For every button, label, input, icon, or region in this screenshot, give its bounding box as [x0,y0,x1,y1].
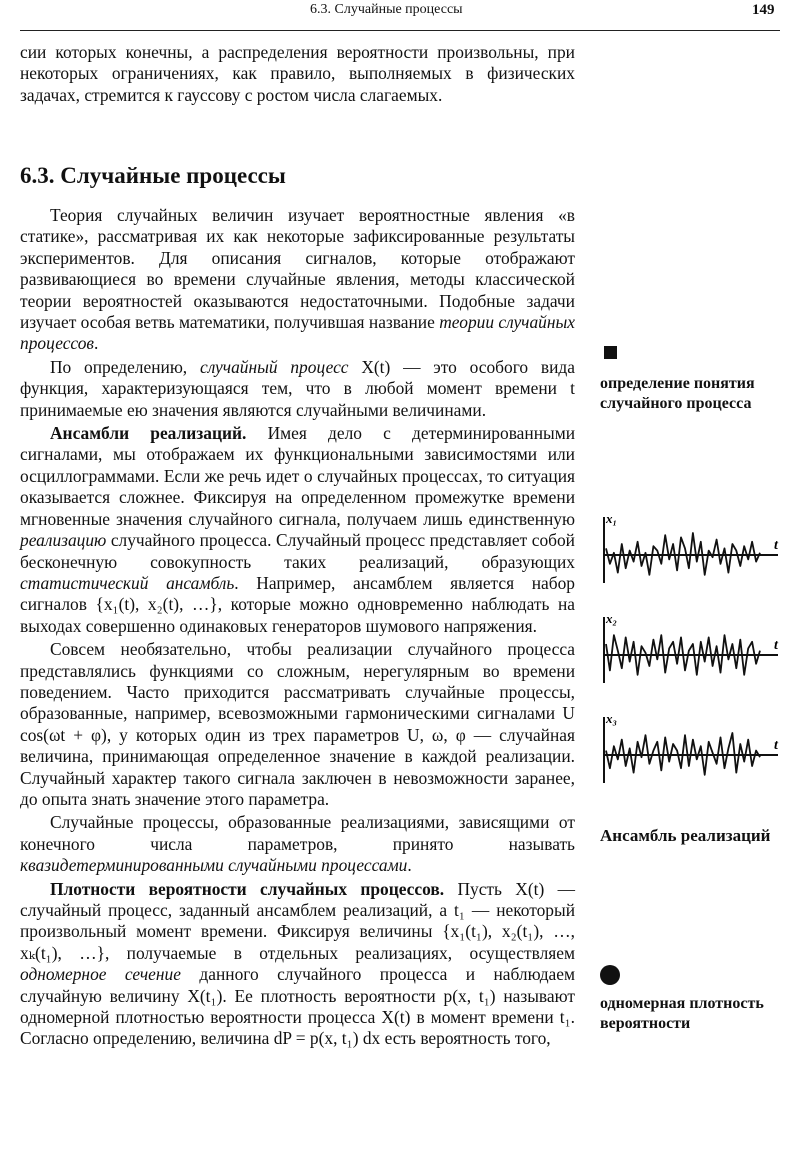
margin-note-definition: определение понятия случайного процесса [600,375,755,412]
intro-paragraph: сии которых конечны, а распределения вероятности произвольны, при некоторых ограничениях, как правило, выполняемых в физических задачах, стремится к гауссову с ростом числа слагаемых. [20,42,575,105]
realization-2 [604,611,779,683]
realization-label: x₂ [606,611,618,626]
subheading-ensembles: Ансамбли реализаций. [50,423,247,444]
square-bullet-icon [604,346,617,359]
running-title: 6.3. Случайные процессы [310,2,463,17]
body-text [20,205,575,1050]
circle-bullet-icon [600,965,620,985]
realization-label: x₁ [606,511,618,526]
t-axis-label: t [774,738,778,753]
paragraph-6: Плотности вероятности случайных процессов. Пусть X(t) — случайный процесс, заданный ансамблем реализаций, а t₁ — некоторый произвольный момент времени. Фиксируя величины {x₁(t₁), x₂(t₁), …, xₖ(t₁), …}, получаемые в отдельных реализациях, осуществляем одномерное сечение данного случайного процесса и наблюдаем случайную величину X(t₁). Ее плотность вероятности p(x, t₁) называют одномерной плотностью вероятности процесса X(t) в момент времени t₁. Согласно определению, величина dP = p(x, t₁) dx есть вероятность того, [20,878,575,1049]
term-random-process-theory: теории случайных процессов [20,312,575,354]
paragraph-5: Случайные процессы, образованные реализациями, зависящими от конечного числа параметров, принято называть квазидетерминированными случайными процессами. [20,812,575,876]
realization-label: x₃ [606,711,618,726]
t-axis-label: t [774,538,778,553]
margin-note-ensemble: Ансамбль реализаций [600,826,771,845]
subheading-densities: Плотности вероятности случайных процессов. [50,878,445,899]
page-number: 149 [752,2,775,18]
realization-trace [606,533,760,575]
paragraph-2: По определению, случайный процесс X(t) — это особого вида функция, характеризующаяся тем, что в любой момент времени t принимаемые ею значения являются случайными величинами. [20,356,575,420]
term-random-process: случайный процесс [199,356,349,377]
margin-note-density: одномерная плотность вероятности [600,995,764,1032]
realization-trace [606,733,760,775]
paragraph-3: Ансамбли реализаций. Имея дело с детерминированными сигналами, мы отображаем их функциональными зависимостями или осциллограммами. Если же речь идет о случайных процессах, то ситуация оказывается сложнее. Фиксируя на определенном промежутке времени мгновенные значения случайного сигнала, получаем лишь единственную реализацию случайного процесса. Случайный процесс представляет собой бесконечную совокупность таких реализаций, образующих статистический ансамбль. Например, ансамблем является набор сигналов {x₁(t), x₂(t), …}, которые можно одновременно наблюдать на выходах совершенно одинаковых генераторов шумового напряжения. [20,423,575,636]
realization-1 [604,511,779,583]
realization-3 [604,711,779,783]
ensemble-figure [592,510,792,800]
section-title: 6.3. Случайные процессы [20,163,286,188]
paragraph-1: Теория случайных величин изучает вероятностные явления «в статике», рассматривая их как некоторые зафиксированные результаты экспериментов. Для описания сигналов, которые отображают развивающиеся во времени случайные явления, методы классической теории вероятностей оказываются недостаточными. Подобные задачи изучает особая ветвь математики, получившая название теории случайных процессов. [20,205,575,354]
t-axis-label: t [774,638,778,653]
page-header [0,0,800,22]
paragraph-4: Совсем необязательно, чтобы реализации случайного процесса представлялись функциями со сложным, нерегулярным во времени поведением. Часто приходится рассматривать случайные процессы, образованные, например, всевозможными гармоническими сигналами U cos(ωt + φ), у которых один из трех параметров U, ω, φ — случайная величина, принимающая определенное значение в каждой реализации. Случайный характер такого сигнала заключен в невозможности заранее, до опыта знать значение этого параметра. [20,639,575,809]
header-rule [20,30,780,31]
